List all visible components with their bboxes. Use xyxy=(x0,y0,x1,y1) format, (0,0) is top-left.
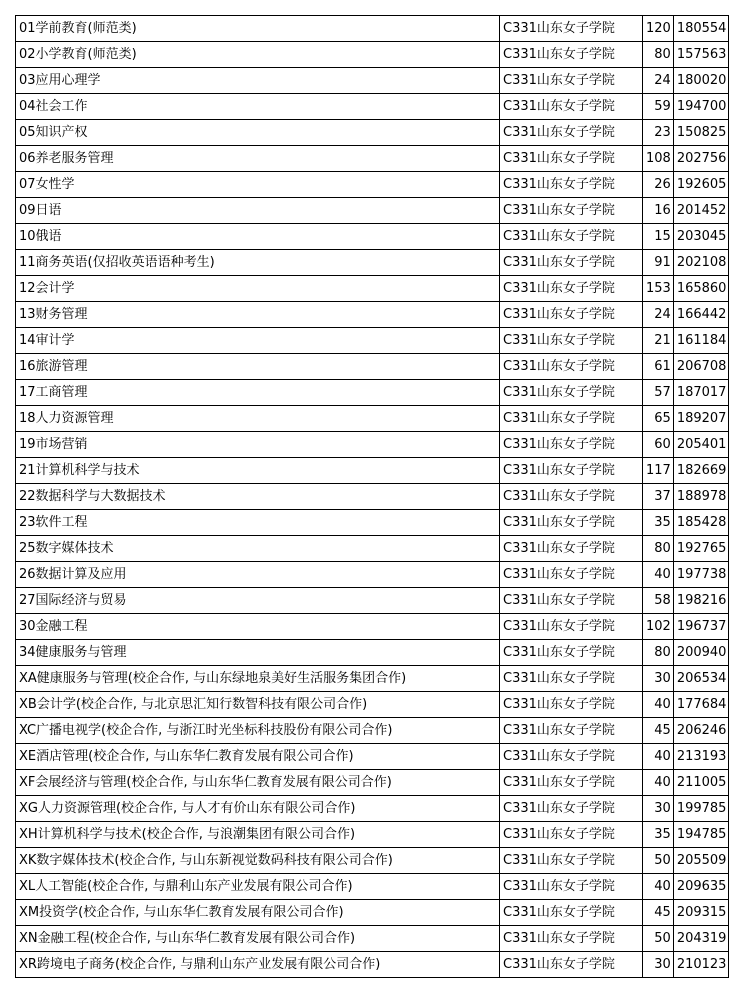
count-cell: 60 xyxy=(643,432,674,458)
rank-cell: 196737 xyxy=(673,614,729,640)
major-cell: XB会计学(校企合作, 与北京思汇知行数智科技有限公司合作) xyxy=(16,692,500,718)
count-cell: 30 xyxy=(643,952,674,978)
major-cell: 21计算机科学与技术 xyxy=(16,458,500,484)
count-cell: 65 xyxy=(643,406,674,432)
rank-cell: 209315 xyxy=(673,900,729,926)
count-cell: 108 xyxy=(643,146,674,172)
table-row xyxy=(16,276,729,302)
table-row xyxy=(16,250,729,276)
major-cell: 07女性学 xyxy=(16,172,500,198)
major-cell: 12会计学 xyxy=(16,276,500,302)
major-cell: 13财务管理 xyxy=(16,302,500,328)
school-cell: C331山东女子学院 xyxy=(500,822,643,848)
school-cell: C331山东女子学院 xyxy=(500,536,643,562)
major-cell: 18人力资源管理 xyxy=(16,406,500,432)
count-cell: 40 xyxy=(643,692,674,718)
rank-cell: 204319 xyxy=(673,926,729,952)
table-row xyxy=(16,614,729,640)
count-cell: 23 xyxy=(643,120,674,146)
table-row xyxy=(16,926,729,952)
major-cell: 03应用心理学 xyxy=(16,68,500,94)
school-cell: C331山东女子学院 xyxy=(500,224,643,250)
major-cell: 26数据计算及应用 xyxy=(16,562,500,588)
rank-cell: 213193 xyxy=(673,744,729,770)
school-cell: C331山东女子学院 xyxy=(500,796,643,822)
count-cell: 30 xyxy=(643,666,674,692)
table-row xyxy=(16,744,729,770)
major-cell: 14审计学 xyxy=(16,328,500,354)
major-cell: 06养老服务管理 xyxy=(16,146,500,172)
table-row xyxy=(16,68,729,94)
table-row xyxy=(16,952,729,978)
school-cell: C331山东女子学院 xyxy=(500,666,643,692)
count-cell: 15 xyxy=(643,224,674,250)
rank-cell: 203045 xyxy=(673,224,729,250)
rank-cell: 206708 xyxy=(673,354,729,380)
count-cell: 35 xyxy=(643,822,674,848)
school-cell: C331山东女子学院 xyxy=(500,588,643,614)
count-cell: 40 xyxy=(643,874,674,900)
rank-cell: 206246 xyxy=(673,718,729,744)
school-cell: C331山东女子学院 xyxy=(500,562,643,588)
count-cell: 21 xyxy=(643,328,674,354)
major-cell: XF会展经济与管理(校企合作, 与山东华仁教育发展有限公司合作) xyxy=(16,770,500,796)
major-cell: 23软件工程 xyxy=(16,510,500,536)
table-row xyxy=(16,354,729,380)
table-row xyxy=(16,172,729,198)
table-row xyxy=(16,640,729,666)
rank-cell: 192605 xyxy=(673,172,729,198)
major-cell: XG人力资源管理(校企合作, 与人才有价山东有限公司合作) xyxy=(16,796,500,822)
count-cell: 61 xyxy=(643,354,674,380)
school-cell: C331山东女子学院 xyxy=(500,380,643,406)
rank-cell: 197738 xyxy=(673,562,729,588)
rank-cell: 177684 xyxy=(673,692,729,718)
table-row xyxy=(16,718,729,744)
table-row xyxy=(16,874,729,900)
count-cell: 80 xyxy=(643,640,674,666)
rank-cell: 157563 xyxy=(673,42,729,68)
table-row xyxy=(16,16,729,42)
rank-cell: 150825 xyxy=(673,120,729,146)
rank-cell: 201452 xyxy=(673,198,729,224)
table-row xyxy=(16,328,729,354)
count-cell: 37 xyxy=(643,484,674,510)
major-cell: 22数据科学与大数据技术 xyxy=(16,484,500,510)
major-cell: XE酒店管理(校企合作, 与山东华仁教育发展有限公司合作) xyxy=(16,744,500,770)
school-cell: C331山东女子学院 xyxy=(500,146,643,172)
rank-cell: 192765 xyxy=(673,536,729,562)
school-cell: C331山东女子学院 xyxy=(500,172,643,198)
major-cell: 02小学教育(师范类) xyxy=(16,42,500,68)
school-cell: C331山东女子学院 xyxy=(500,198,643,224)
rank-cell: 202756 xyxy=(673,146,729,172)
rank-cell: 180020 xyxy=(673,68,729,94)
school-cell: C331山东女子学院 xyxy=(500,276,643,302)
major-cell: 10俄语 xyxy=(16,224,500,250)
table-row xyxy=(16,666,729,692)
table-row xyxy=(16,796,729,822)
table-row xyxy=(16,484,729,510)
rank-cell: 202108 xyxy=(673,250,729,276)
major-cell: 09日语 xyxy=(16,198,500,224)
table-row xyxy=(16,146,729,172)
school-cell: C331山东女子学院 xyxy=(500,952,643,978)
school-cell: C331山东女子学院 xyxy=(500,510,643,536)
major-cell: 25数字媒体技术 xyxy=(16,536,500,562)
school-cell: C331山东女子学院 xyxy=(500,94,643,120)
table-row xyxy=(16,198,729,224)
rank-cell: 180554 xyxy=(673,16,729,42)
count-cell: 26 xyxy=(643,172,674,198)
school-cell: C331山东女子学院 xyxy=(500,640,643,666)
school-cell: C331山东女子学院 xyxy=(500,432,643,458)
table-row xyxy=(16,224,729,250)
count-cell: 45 xyxy=(643,718,674,744)
rank-cell: 165860 xyxy=(673,276,729,302)
major-cell: 11商务英语(仅招收英语语种考生) xyxy=(16,250,500,276)
major-cell: 34健康服务与管理 xyxy=(16,640,500,666)
table-row xyxy=(16,536,729,562)
rank-cell: 199785 xyxy=(673,796,729,822)
table-row xyxy=(16,380,729,406)
rank-cell: 185428 xyxy=(673,510,729,536)
table-row xyxy=(16,510,729,536)
rank-cell: 188978 xyxy=(673,484,729,510)
table-row xyxy=(16,822,729,848)
rank-cell: 198216 xyxy=(673,588,729,614)
major-cell: XL人工智能(校企合作, 与鼎利山东产业发展有限公司合作) xyxy=(16,874,500,900)
school-cell: C331山东女子学院 xyxy=(500,250,643,276)
count-cell: 24 xyxy=(643,302,674,328)
table-body xyxy=(16,16,729,978)
rank-cell: 189207 xyxy=(673,406,729,432)
table-row xyxy=(16,770,729,796)
rank-cell: 209635 xyxy=(673,874,729,900)
table-row xyxy=(16,94,729,120)
school-cell: C331山东女子学院 xyxy=(500,744,643,770)
major-cell: 19市场营销 xyxy=(16,432,500,458)
school-cell: C331山东女子学院 xyxy=(500,328,643,354)
table-row xyxy=(16,848,729,874)
count-cell: 50 xyxy=(643,848,674,874)
school-cell: C331山东女子学院 xyxy=(500,926,643,952)
major-cell: 04社会工作 xyxy=(16,94,500,120)
rank-cell: 206534 xyxy=(673,666,729,692)
major-cell: XM投资学(校企合作, 与山东华仁教育发展有限公司合作) xyxy=(16,900,500,926)
rank-cell: 182669 xyxy=(673,458,729,484)
rank-cell: 205401 xyxy=(673,432,729,458)
count-cell: 120 xyxy=(643,16,674,42)
count-cell: 57 xyxy=(643,380,674,406)
count-cell: 45 xyxy=(643,900,674,926)
table-row xyxy=(16,432,729,458)
school-cell: C331山东女子学院 xyxy=(500,484,643,510)
count-cell: 91 xyxy=(643,250,674,276)
major-cell: 27国际经济与贸易 xyxy=(16,588,500,614)
school-cell: C331山东女子学院 xyxy=(500,848,643,874)
admission-table xyxy=(15,15,729,978)
major-cell: 16旅游管理 xyxy=(16,354,500,380)
count-cell: 35 xyxy=(643,510,674,536)
major-cell: XN金融工程(校企合作, 与山东华仁教育发展有限公司合作) xyxy=(16,926,500,952)
table-row xyxy=(16,458,729,484)
school-cell: C331山东女子学院 xyxy=(500,302,643,328)
table-row xyxy=(16,900,729,926)
count-cell: 16 xyxy=(643,198,674,224)
major-cell: 01学前教育(师范类) xyxy=(16,16,500,42)
table-row xyxy=(16,562,729,588)
count-cell: 102 xyxy=(643,614,674,640)
major-cell: 17工商管理 xyxy=(16,380,500,406)
table-row xyxy=(16,302,729,328)
school-cell: C331山东女子学院 xyxy=(500,458,643,484)
school-cell: C331山东女子学院 xyxy=(500,614,643,640)
count-cell: 153 xyxy=(643,276,674,302)
rank-cell: 187017 xyxy=(673,380,729,406)
major-cell: 30金融工程 xyxy=(16,614,500,640)
rank-cell: 205509 xyxy=(673,848,729,874)
table-row xyxy=(16,120,729,146)
major-cell: XK数字媒体技术(校企合作, 与山东新视觉数码科技有限公司合作) xyxy=(16,848,500,874)
major-cell: 05知识产权 xyxy=(16,120,500,146)
major-cell: XC广播电视学(校企合作, 与浙江时光坐标科技股份有限公司合作) xyxy=(16,718,500,744)
school-cell: C331山东女子学院 xyxy=(500,406,643,432)
school-cell: C331山东女子学院 xyxy=(500,354,643,380)
school-cell: C331山东女子学院 xyxy=(500,770,643,796)
rank-cell: 194785 xyxy=(673,822,729,848)
school-cell: C331山东女子学院 xyxy=(500,874,643,900)
count-cell: 40 xyxy=(643,770,674,796)
school-cell: C331山东女子学院 xyxy=(500,692,643,718)
school-cell: C331山东女子学院 xyxy=(500,16,643,42)
count-cell: 40 xyxy=(643,562,674,588)
count-cell: 58 xyxy=(643,588,674,614)
school-cell: C331山东女子学院 xyxy=(500,718,643,744)
major-cell: XH计算机科学与技术(校企合作, 与浪潮集团有限公司合作) xyxy=(16,822,500,848)
rank-cell: 210123 xyxy=(673,952,729,978)
count-cell: 59 xyxy=(643,94,674,120)
rank-cell: 166442 xyxy=(673,302,729,328)
rank-cell: 194700 xyxy=(673,94,729,120)
count-cell: 80 xyxy=(643,536,674,562)
school-cell: C331山东女子学院 xyxy=(500,42,643,68)
major-cell: XR跨境电子商务(校企合作, 与鼎利山东产业发展有限公司合作) xyxy=(16,952,500,978)
count-cell: 40 xyxy=(643,744,674,770)
school-cell: C331山东女子学院 xyxy=(500,68,643,94)
count-cell: 30 xyxy=(643,796,674,822)
count-cell: 24 xyxy=(643,68,674,94)
count-cell: 80 xyxy=(643,42,674,68)
school-cell: C331山东女子学院 xyxy=(500,900,643,926)
table-row xyxy=(16,42,729,68)
table-row xyxy=(16,588,729,614)
rank-cell: 161184 xyxy=(673,328,729,354)
rank-cell: 211005 xyxy=(673,770,729,796)
rank-cell: 200940 xyxy=(673,640,729,666)
table-row xyxy=(16,692,729,718)
count-cell: 50 xyxy=(643,926,674,952)
count-cell: 117 xyxy=(643,458,674,484)
school-cell: C331山东女子学院 xyxy=(500,120,643,146)
table-row xyxy=(16,406,729,432)
major-cell: XA健康服务与管理(校企合作, 与山东绿地泉美好生活服务集团合作) xyxy=(16,666,500,692)
